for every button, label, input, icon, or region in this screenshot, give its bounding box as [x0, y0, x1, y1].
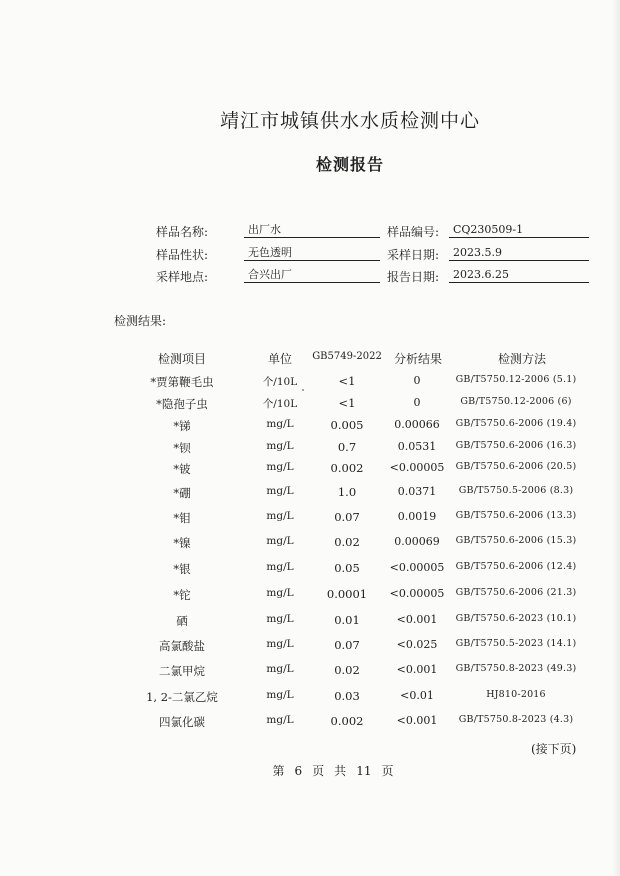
- report-date-value: 2023.6.25: [449, 267, 589, 283]
- cell-limit: 0.005: [330, 418, 364, 432]
- report-title: 检测报告: [315, 155, 384, 174]
- cell-limit: 0.05: [334, 561, 360, 575]
- cell-method: GB/T5750.6-2006 (19.4): [455, 418, 577, 429]
- header-item: 检测项目: [157, 352, 206, 366]
- table-row: [0, 461, 620, 481]
- sampling-site-label: 采样地点:: [156, 270, 209, 284]
- cell-item: *铊: [173, 588, 191, 602]
- table-row: [0, 374, 620, 394]
- cell-unit: mg/L: [266, 613, 294, 625]
- cell-limit: 0.02: [334, 663, 360, 677]
- cell-unit: 个/10L: [262, 376, 298, 388]
- cell-limit: 1.0: [337, 485, 357, 499]
- cell-item: 高氯酸盐: [159, 639, 205, 653]
- cell-unit: mg/L: [266, 587, 294, 599]
- cell-item: *锑: [173, 419, 191, 433]
- cell-limit: 0.03: [334, 689, 360, 703]
- table-row: [0, 510, 620, 530]
- cell-method: GB/T5750.8-2023 (4.3): [458, 714, 574, 725]
- sampling-site-value: 合兴出厂: [244, 267, 380, 283]
- cell-method: HJ810-2016: [486, 689, 546, 700]
- cell-limit: 0.7: [337, 440, 357, 454]
- cell-item: 1, 2-二氯乙烷: [146, 690, 218, 704]
- cell-result: <0.01: [400, 689, 434, 702]
- cell-method: GB/T5750.12-2006 (5.1): [455, 374, 577, 385]
- continued-note: (接下页): [531, 742, 577, 756]
- cell-unit: mg/L: [266, 535, 294, 547]
- page-footer: [0, 762, 620, 779]
- cell-item: *隐孢子虫: [156, 397, 208, 411]
- cell-unit: mg/L: [266, 418, 294, 430]
- table-row: [0, 440, 620, 460]
- sample-name-value: 出厂水: [244, 222, 380, 238]
- cell-unit: mg/L: [266, 714, 294, 726]
- table-row: [0, 689, 620, 709]
- cell-unit: mg/L: [266, 485, 294, 497]
- cell-method: GB/T5750.8-2023 (49.3): [455, 663, 577, 674]
- cell-result: 0.00069: [394, 535, 440, 548]
- cell-item: *铍: [173, 462, 191, 476]
- cell-limit: 0.002: [330, 714, 364, 728]
- sampling-date-value: 2023.5.9: [449, 245, 589, 261]
- sample-id-label: 样品编号:: [387, 225, 440, 239]
- cell-limit: 0.07: [334, 510, 360, 524]
- cell-result: 0.0371: [397, 485, 437, 498]
- cell-result: <0.00005: [389, 461, 445, 474]
- cell-method: GB/T5750.5-2006 (8.3): [458, 485, 574, 496]
- cell-item: 四氯化碳: [159, 715, 205, 729]
- cell-item: *硼: [173, 486, 191, 500]
- cell-result: <0.001: [396, 714, 438, 727]
- cell-item: 二氯甲烷: [159, 664, 205, 678]
- cell-limit: 0.02: [334, 535, 360, 549]
- cell-result: <0.001: [396, 613, 438, 626]
- report-date-label: 报告日期:: [387, 270, 440, 284]
- cell-item: *贾第鞭毛虫: [150, 375, 214, 389]
- cell-item: *银: [173, 562, 191, 576]
- table-row: [0, 638, 620, 658]
- cell-item: *镍: [173, 536, 191, 550]
- cell-result: 0.00066: [394, 418, 440, 431]
- table-row: [0, 485, 620, 505]
- sampling-date-label: 采样日期:: [387, 248, 440, 262]
- header-unit: 单位: [267, 352, 292, 366]
- footer-page-prefix: 第: [272, 764, 285, 778]
- cell-result: <0.025: [396, 638, 438, 651]
- cell-method: GB/T5750.6-2006 (15.3): [455, 535, 577, 546]
- table-row: [0, 535, 620, 555]
- table-row: [0, 561, 620, 581]
- cell-result: 0.0019: [397, 510, 437, 523]
- cell-result: 0: [413, 374, 421, 387]
- cell-limit: 0.002: [330, 461, 364, 475]
- sample-name-label: 样品名称:: [156, 225, 209, 239]
- cell-limit: 0.07: [334, 638, 360, 652]
- cell-item: *钼: [173, 511, 191, 525]
- footer-page-word: 页: [312, 764, 325, 778]
- cell-method: GB/T5750.6-2006 (16.3): [455, 440, 577, 451]
- header-standard: GB5749-2022: [312, 351, 382, 362]
- cell-unit: 个/10L: [262, 398, 298, 410]
- cell-result: <0.001: [396, 663, 438, 676]
- cell-unit: mg/L: [266, 663, 294, 675]
- organization-title: 靖江市城镇供水水质检测中心: [219, 110, 480, 132]
- sample-id-value: CQ230509-1: [449, 222, 589, 238]
- scan-speck: [302, 389, 304, 391]
- sample-property-label: 样品性状:: [156, 248, 209, 262]
- cell-unit: mg/L: [266, 561, 294, 573]
- header-method: 检测方法: [497, 352, 546, 366]
- footer-page-number: 6: [294, 764, 303, 778]
- results-section-label: 检测结果:: [114, 314, 167, 328]
- cell-method: GB/T5750.6-2006 (20.5): [455, 461, 577, 472]
- table-row: [0, 587, 620, 607]
- cell-result: 0: [413, 396, 421, 409]
- header-result: 分析结果: [393, 352, 442, 366]
- cell-unit: mg/L: [266, 510, 294, 522]
- footer-total-word: 页: [381, 764, 394, 778]
- cell-result: 0.0531: [397, 440, 437, 453]
- cell-method: GB/T5750.6-2006 (13.3): [455, 510, 577, 521]
- cell-method: GB/T5750.12-2006 (6): [460, 396, 572, 407]
- cell-result: <0.00005: [389, 561, 445, 574]
- cell-limit: <1: [338, 374, 356, 388]
- cell-unit: mg/L: [266, 638, 294, 650]
- cell-item: 硒: [176, 614, 188, 628]
- sample-property-value: 无色透明: [244, 245, 380, 261]
- table-row: [0, 663, 620, 683]
- cell-method: GB/T5750.6-2023 (10.1): [455, 613, 577, 624]
- cell-item: *钡: [173, 441, 191, 455]
- cell-method: GB/T5750.6-2006 (21.3): [455, 587, 577, 598]
- cell-method: GB/T5750.6-2006 (12.4): [455, 561, 577, 572]
- cell-method: GB/T5750.5-2023 (14.1): [455, 638, 577, 649]
- footer-total-prefix: 共: [334, 764, 347, 778]
- table-row: [0, 418, 620, 438]
- table-row: [0, 396, 620, 416]
- cell-limit: 0.01: [334, 613, 360, 627]
- cell-unit: mg/L: [266, 689, 294, 701]
- cell-limit: 0.0001: [326, 587, 368, 601]
- footer-total-number: 11: [356, 764, 372, 778]
- cell-unit: mg/L: [266, 461, 294, 473]
- table-row: [0, 714, 620, 734]
- cell-limit: <1: [338, 396, 356, 410]
- cell-result: <0.00005: [389, 587, 445, 600]
- cell-unit: mg/L: [266, 440, 294, 452]
- table-row: [0, 613, 620, 633]
